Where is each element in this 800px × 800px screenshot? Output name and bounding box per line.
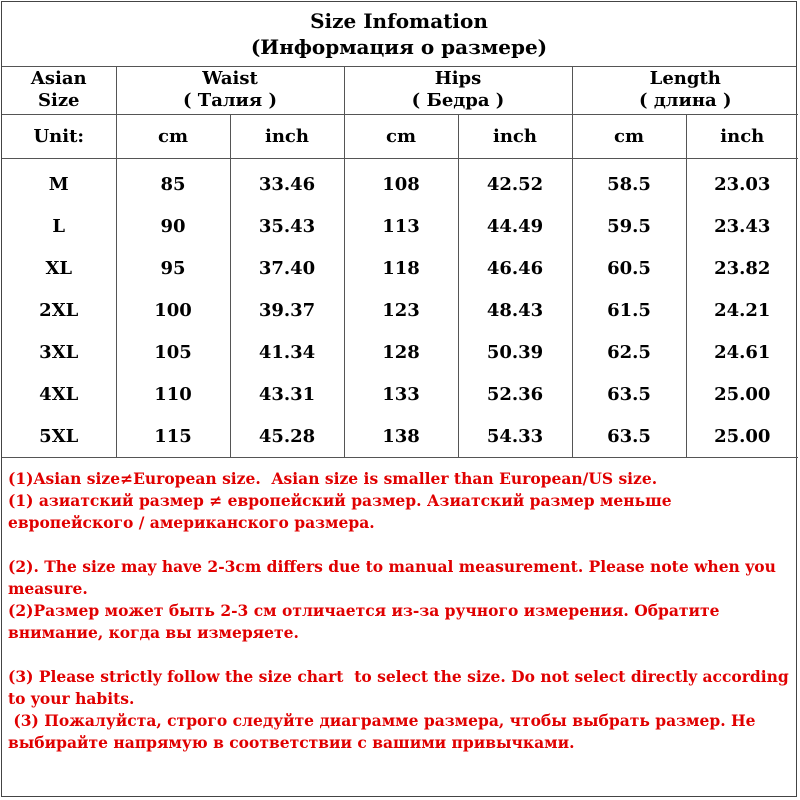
unit-label: Unit: <box>2 115 116 159</box>
size-cell: XL <box>45 257 73 279</box>
title-english: Size Infomation <box>310 9 488 33</box>
table-row <box>2 247 798 289</box>
title-block <box>2 2 796 67</box>
note-3-russian: (3) Пожалуйста, строго следуйте диаграмме размера, чтобы выбрать размер. Не выбирайте напрямую в соответствии с вашими привычками. <box>8 711 761 752</box>
value-cell: 43.31 <box>230 373 344 415</box>
table-row <box>2 373 798 415</box>
size-cell: 4XL <box>39 383 79 405</box>
unit-row <box>2 115 798 159</box>
value-cell: 52.36 <box>458 373 572 415</box>
value-cell: 90 <box>116 205 230 247</box>
value-cell: 108 <box>344 159 458 206</box>
value-cell: 50.39 <box>458 331 572 373</box>
note-3-english: (3) Please strictly follow the size chart to select the size. Do not select directly according to your habits. <box>8 667 795 708</box>
notes-section <box>2 456 796 796</box>
value-cell: 23.43 <box>686 205 798 247</box>
header-waist-en: Waist <box>202 68 258 89</box>
table-row <box>2 159 798 206</box>
unit-hips-inch: inch <box>458 115 572 159</box>
value-cell: 37.40 <box>230 247 344 289</box>
title-russian: (Информация о размере) <box>250 35 548 59</box>
unit-length-inch: inch <box>686 115 798 159</box>
unit-length-cm: cm <box>572 115 686 159</box>
value-cell: 63.5 <box>572 373 686 415</box>
value-cell: 115 <box>116 415 230 458</box>
header-hips-ru: ( Бедра ) <box>411 90 505 111</box>
unit-hips-cm: cm <box>344 115 458 159</box>
size-chart-sheet <box>1 1 797 797</box>
value-cell: 25.00 <box>686 415 798 458</box>
note-2-russian: (2)Размер может быть 2-3 см отличается из-за ручного измерения. Обратите внимание, когда вы измеряете. <box>8 601 725 642</box>
value-cell: 85 <box>116 159 230 206</box>
value-cell: 110 <box>116 373 230 415</box>
value-cell: 41.34 <box>230 331 344 373</box>
unit-waist-inch: inch <box>230 115 344 159</box>
header-length <box>572 66 798 115</box>
table-row <box>2 331 798 373</box>
header-length-ru: ( длина ) <box>639 90 732 111</box>
size-cell: 5XL <box>2 415 116 458</box>
value-cell: 118 <box>344 247 458 289</box>
value-cell: 58.5 <box>572 159 686 206</box>
size-cell: 2XL <box>39 299 79 321</box>
value-cell: 133 <box>344 373 458 415</box>
value-cell: 62.5 <box>572 331 686 373</box>
value-cell: 23.82 <box>686 247 798 289</box>
value-cell: 42.52 <box>458 159 572 206</box>
header-waist-ru: ( Талия ) <box>183 90 277 111</box>
value-cell: 60.5 <box>572 247 686 289</box>
value-cell: 48.43 <box>458 289 572 331</box>
value-cell: 138 <box>344 415 458 458</box>
header-asian-size-line2: Size <box>37 90 80 111</box>
value-cell: 24.61 <box>686 331 798 373</box>
header-length-en: Length <box>649 68 721 89</box>
value-cell: 59.5 <box>572 205 686 247</box>
size-cell: 3XL <box>39 341 79 363</box>
value-cell: 61.5 <box>572 289 686 331</box>
header-waist <box>116 66 344 115</box>
value-cell: 105 <box>116 331 230 373</box>
value-cell: 100 <box>116 289 230 331</box>
value-cell: 46.46 <box>458 247 572 289</box>
value-cell: 63.5 <box>572 415 686 458</box>
header-hips-en: Hips <box>434 68 482 89</box>
table-row <box>2 289 798 331</box>
value-cell: 44.49 <box>458 205 572 247</box>
value-cell: 23.03 <box>686 159 798 206</box>
value-cell: 54.33 <box>458 415 572 458</box>
value-cell: 128 <box>344 331 458 373</box>
header-asian-size <box>2 66 116 115</box>
value-cell: 33.46 <box>230 159 344 206</box>
unit-waist-cm: cm <box>116 115 230 159</box>
note-1-english: (1)Asian size≠European size. Asian size is smaller than European/US size. <box>8 469 658 488</box>
size-table <box>2 66 798 458</box>
value-cell: 24.21 <box>686 289 798 331</box>
value-cell: 25.00 <box>686 373 798 415</box>
value-cell: 35.43 <box>230 205 344 247</box>
table-header-row <box>2 66 798 115</box>
header-asian-size-line1: Asian <box>30 68 87 89</box>
table-row <box>2 205 798 247</box>
size-cell: M <box>48 173 69 195</box>
value-cell: 95 <box>116 247 230 289</box>
size-cell: L <box>52 215 66 237</box>
note-2-english: (2). The size may have 2-3cm differs due to manual measurement. Please note when you measure. <box>8 557 782 598</box>
value-cell: 39.37 <box>230 289 344 331</box>
value-cell: 113 <box>344 205 458 247</box>
value-cell: 123 <box>344 289 458 331</box>
note-1-russian: (1) азиатский размер ≠ европейский размер. Азиатский размер меньше европейского / американского размера. <box>8 491 678 532</box>
value-cell: 45.28 <box>230 415 344 458</box>
header-hips <box>344 66 572 115</box>
table-row <box>2 415 798 458</box>
